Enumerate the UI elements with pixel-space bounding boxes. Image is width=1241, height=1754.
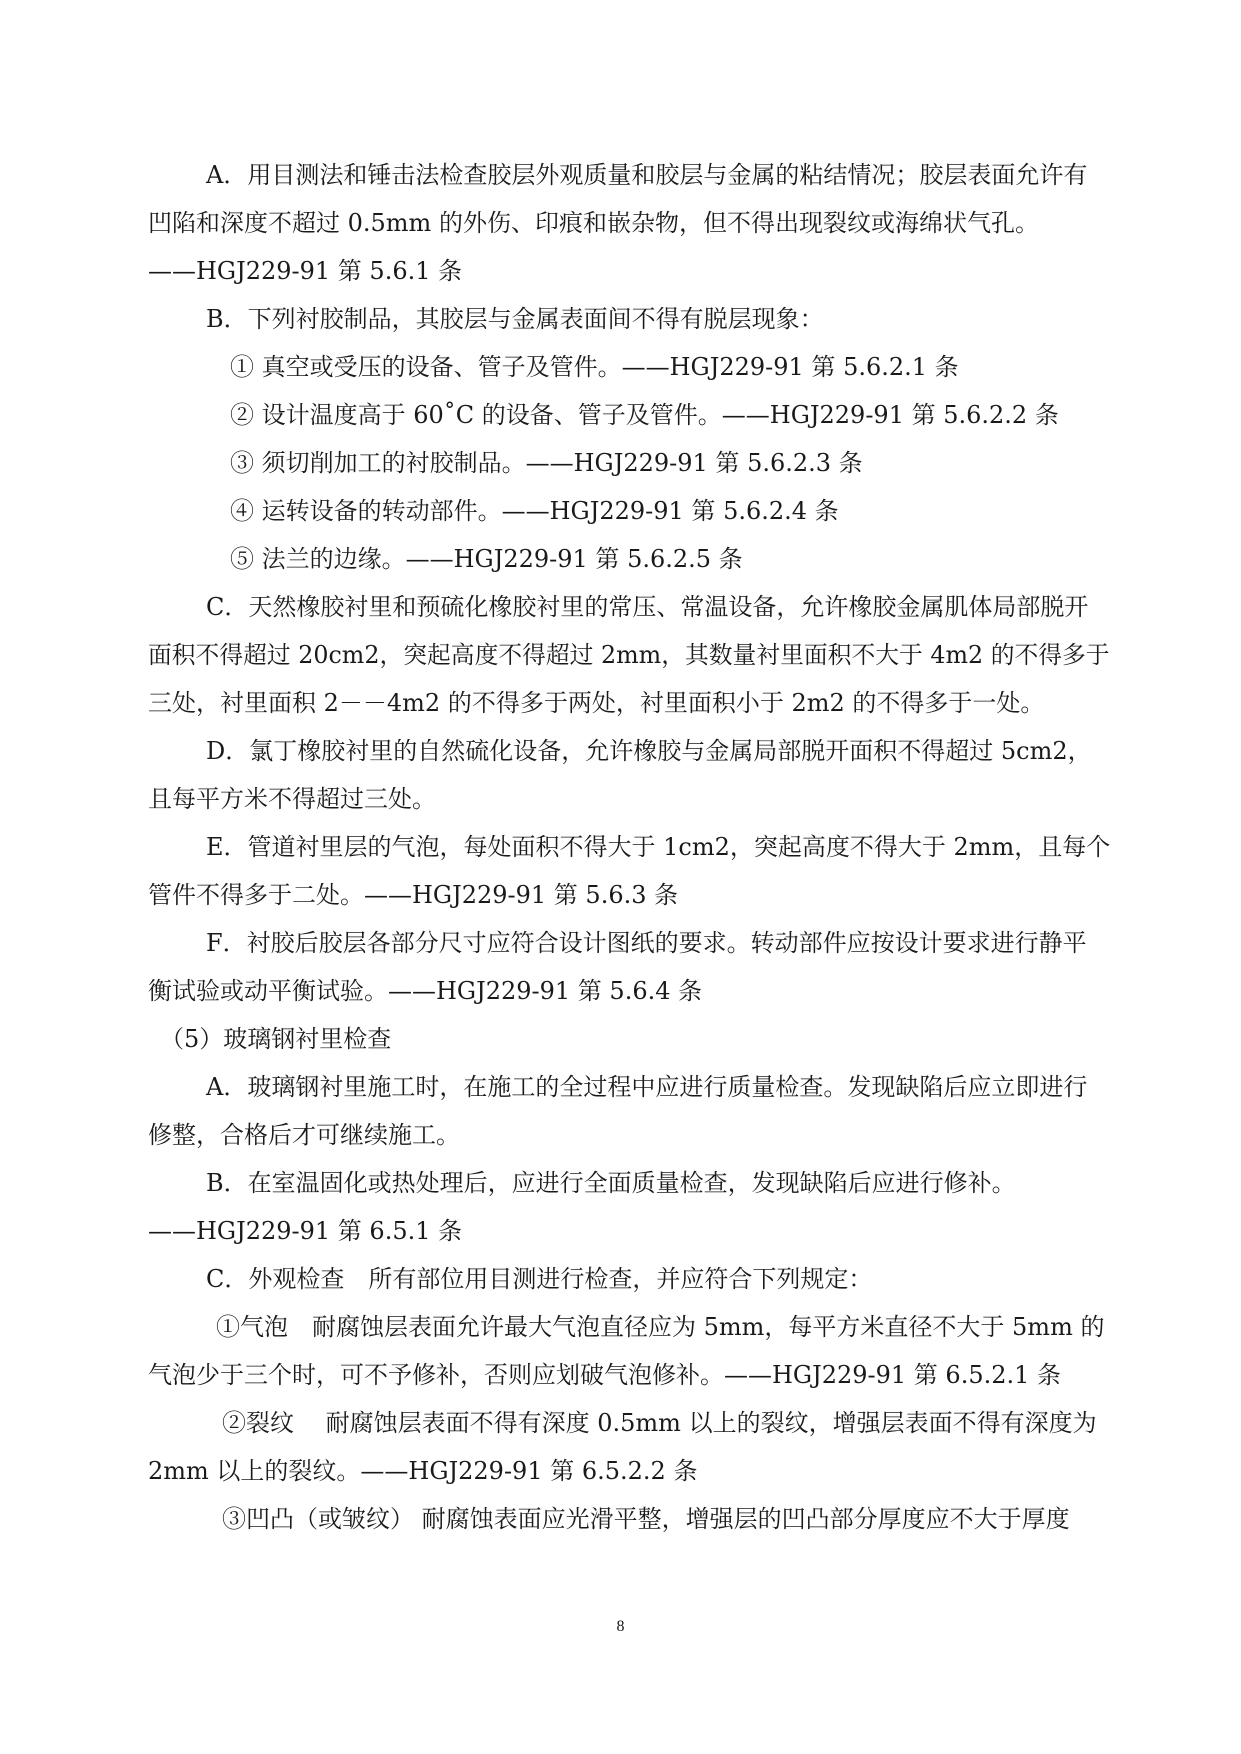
text-line: 凹陷和深度不超过 0.5mm 的外伤、印痕和嵌杂物，但不得出现裂纹或海绵状气孔。: [148, 209, 1039, 237]
text-line: ——HGJ229-91 第 6.5.1 条: [148, 1217, 463, 1245]
text-line: A．玻璃钢衬里施工时，在施工的全过程中应进行质量检查。发现缺陷后应立即进行: [206, 1073, 1088, 1101]
text-line: F．衬胶后胶层各部分尺寸应符合设计图纸的要求。转动部件应按设计要求进行静平: [206, 929, 1087, 957]
text-line: B．在室温固化或热处理后，应进行全面质量检查，发现缺陷后应进行修补。: [206, 1169, 1016, 1197]
text-line: ②裂纹 耐腐蚀层表面不得有深度 0.5mm 以上的裂纹，增强层表面不得有深度为: [222, 1409, 1097, 1437]
text-line: ② 设计温度高于 60˚C 的设备、管子及管件。——HGJ229-91 第 5.6.2.2 条: [230, 401, 1059, 429]
text-line: ——HGJ229-91 第 5.6.1 条: [148, 257, 463, 285]
section-heading: （5）玻璃钢衬里检查: [160, 1025, 392, 1053]
text-line: D．氯丁橡胶衬里的自然硫化设备，允许橡胶与金属局部脱开面积不得超过 5cm2，: [206, 737, 1092, 765]
text-line: 且每平方米不得超过三处。: [148, 785, 436, 813]
text-line: C．天然橡胶衬里和预硫化橡胶衬里的常压、常温设备，允许橡胶金属肌体局部脱开: [206, 593, 1089, 621]
text-line: 2mm 以上的裂纹。——HGJ229-91 第 6.5.2.2 条: [148, 1457, 698, 1485]
text-line: B．下列衬胶制品，其胶层与金属表面间不得有脱层现象：: [206, 305, 824, 333]
text-line: ④ 运转设备的转动部件。——HGJ229-91 第 5.6.2.4 条: [230, 497, 839, 525]
text-line: 面积不得超过 20cm2，突起高度不得超过 2mm，其数量衬里面积不大于 4m2 的不得多于: [148, 641, 1110, 669]
text-line: 修整，合格后才可继续施工。: [148, 1121, 460, 1149]
text-line: 衡试验或动平衡试验。——HGJ229-91 第 5.6.4 条: [148, 977, 703, 1005]
text-line: 管件不得多于二处。——HGJ229-91 第 5.6.3 条: [148, 881, 679, 909]
text-line: E．管道衬里层的气泡，每处面积不得大于 1cm2，突起高度不得大于 2mm，且每个: [206, 833, 1111, 861]
text-line: ③凹凸（或皱纹） 耐腐蚀表面应光滑平整，增强层的凹凸部分厚度应不大于厚度: [222, 1505, 1070, 1533]
text-line: A．用目测法和锤击法检查胶层外观质量和胶层与金属的粘结情况；胶层表面允许有: [206, 161, 1088, 189]
text-line: 三处，衬里面积 2－－4m2 的不得多于两处，衬里面积小于 2m2 的不得多于一处。: [148, 689, 1045, 717]
text-line: 气泡少于三个时，可不予修补，否则应划破气泡修补。——HGJ229-91 第 6.5.2.1 条: [148, 1361, 1062, 1389]
text-line: ③ 须切削加工的衬胶制品。——HGJ229-91 第 5.6.2.3 条: [230, 449, 863, 477]
text-line: C．外观检查 所有部位用目测进行检查，并应符合下列规定：: [206, 1265, 873, 1293]
page-number: 8: [616, 1618, 625, 1635]
text-line: ① 真空或受压的设备、管子及管件。——HGJ229-91 第 5.6.2.1 条: [230, 353, 959, 381]
text-line: ①气泡 耐腐蚀层表面允许最大气泡直径应为 5mm，每平方米直径不大于 5mm 的: [216, 1313, 1105, 1341]
text-line: ⑤ 法兰的边缘。——HGJ229-91 第 5.6.2.5 条: [230, 545, 743, 573]
